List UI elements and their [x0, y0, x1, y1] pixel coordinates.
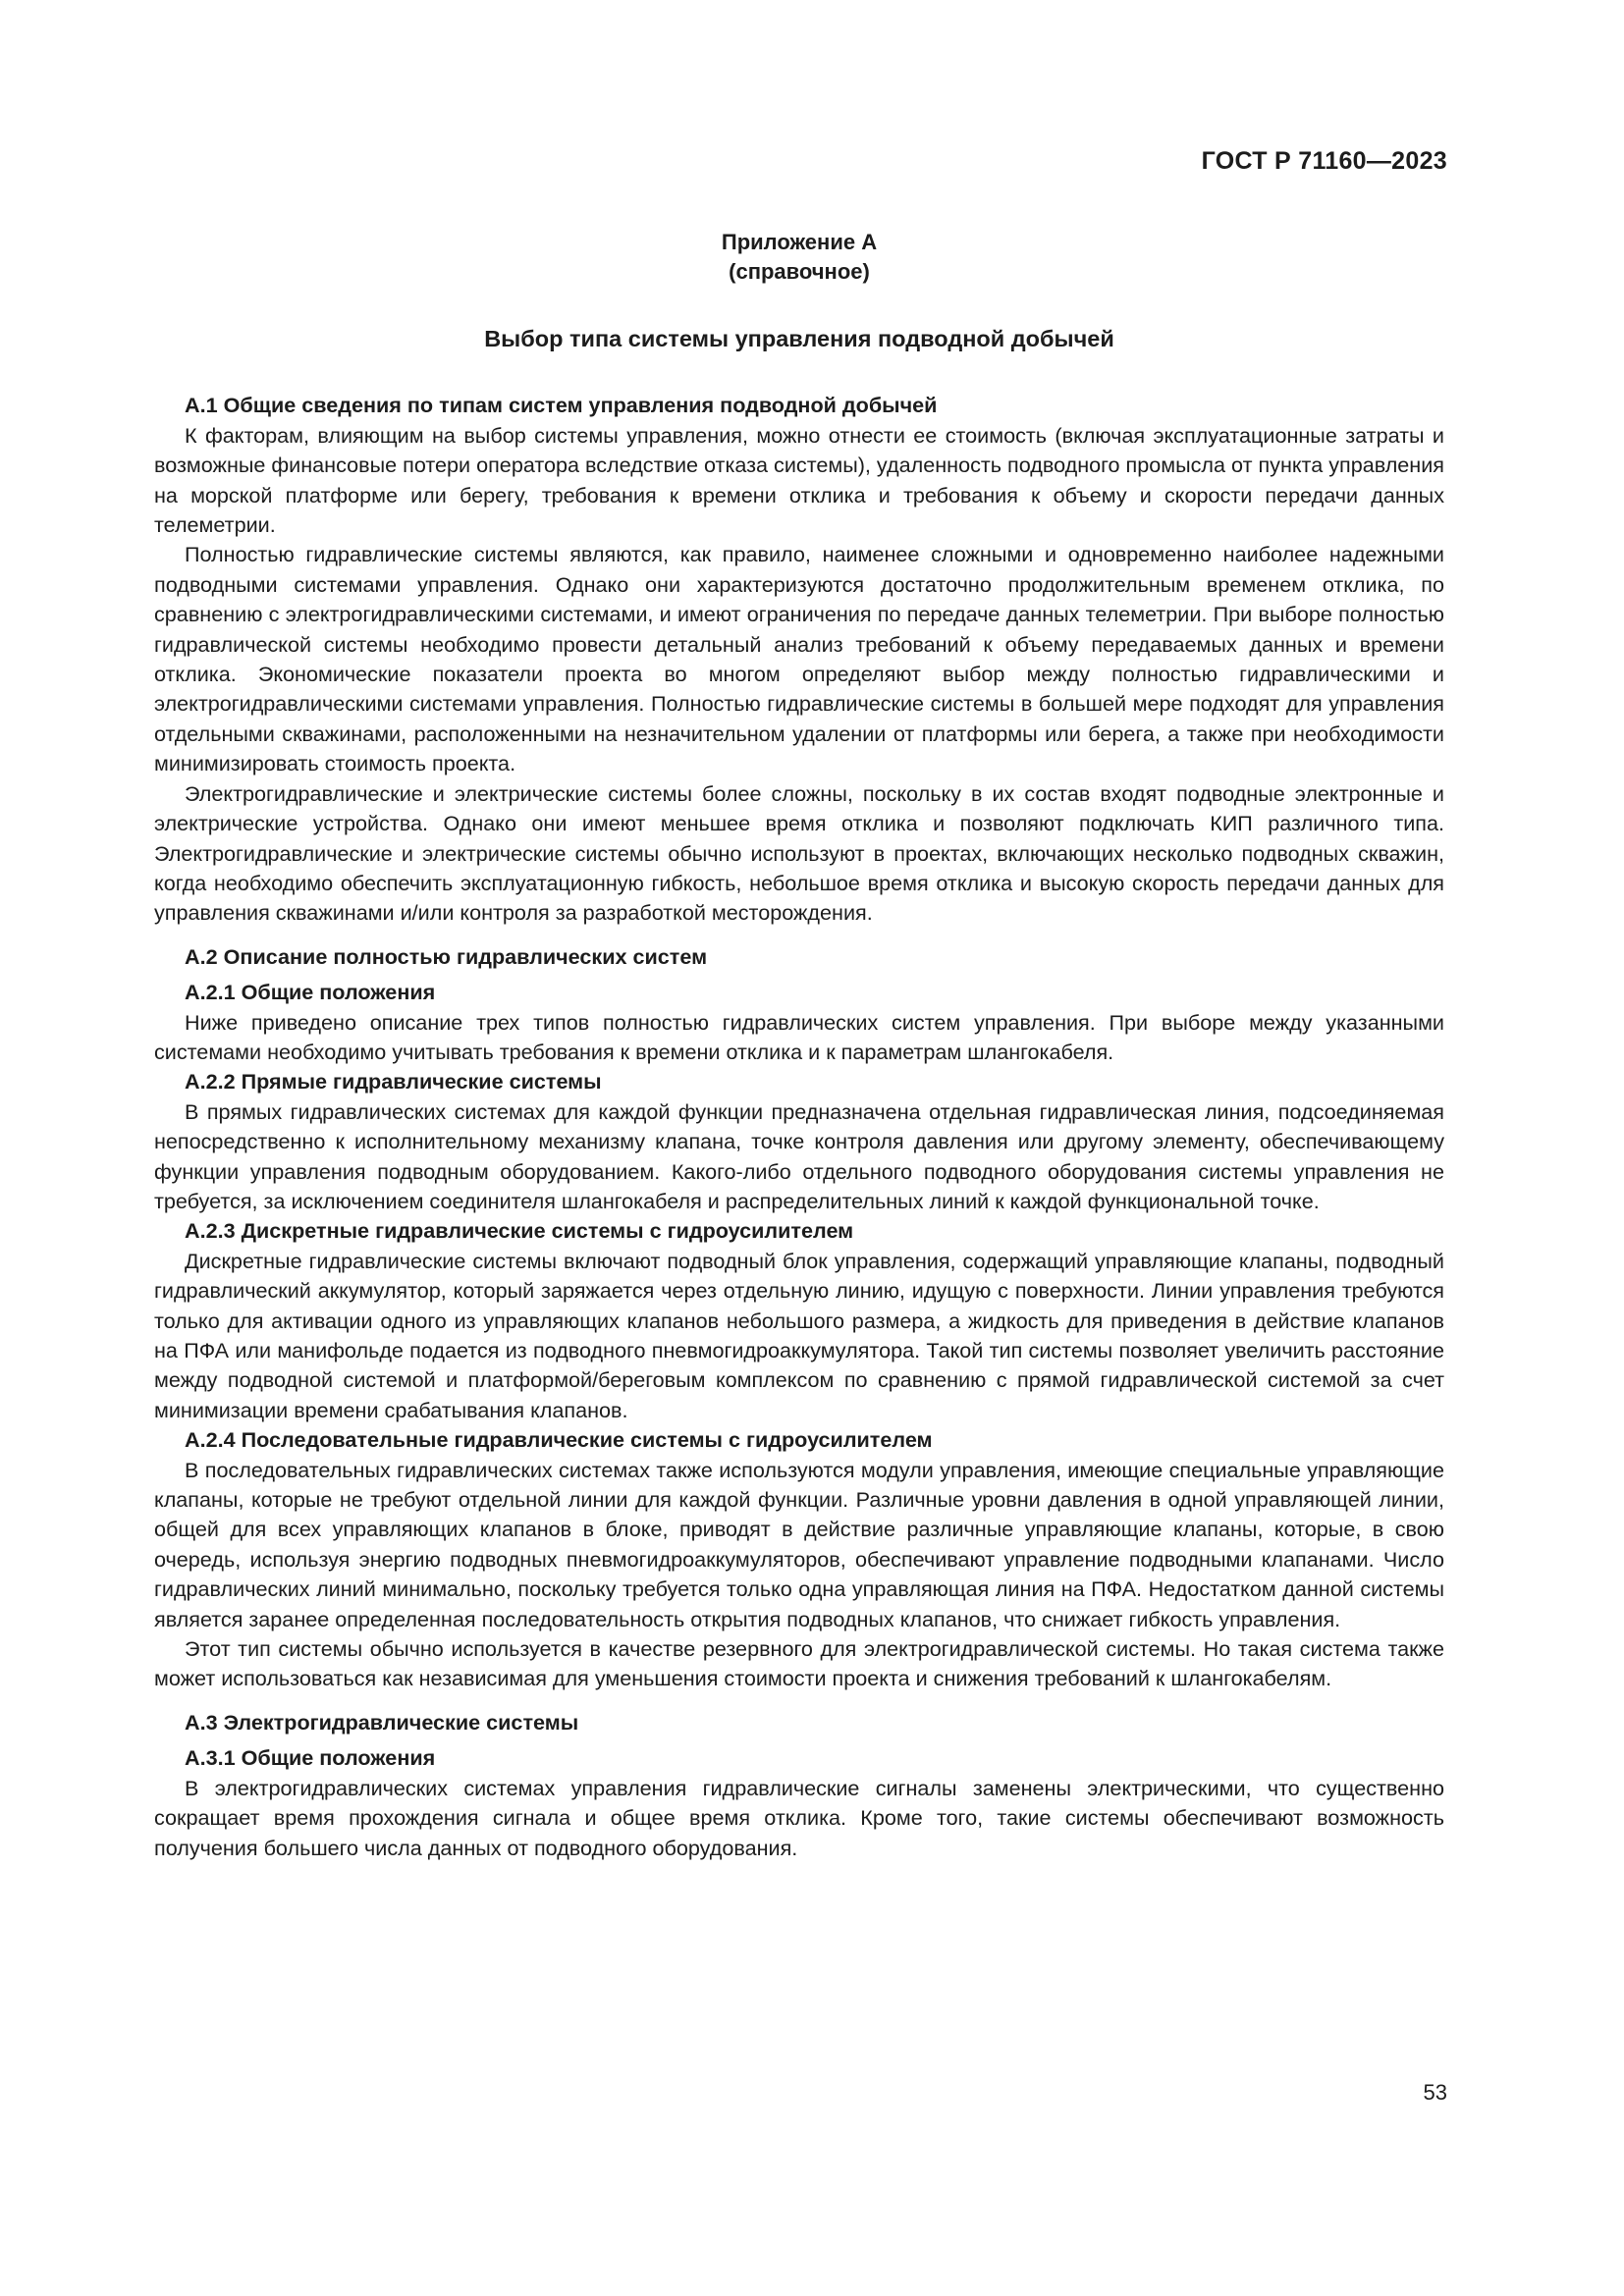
subsection-heading-a22: А.2.2 Прямые гидравлические системы: [185, 1069, 602, 1095]
paragraph-a1-2: Полностью гидравлические системы являются, как правило, наименее сложными и одновременно наиболее надежными подводными системами управления. Однако они характеризуются достаточно продолжительным временем отклика, по сравнению с электрогидравлическими системами, и имеют ограничения по передаче данных телеметрии. При выборе полностью гидравлической системы необходимо провести детальный анализ требований к объему передаваемых данных и времени отклика. Экономические показатели проекта во многом определяют выбор между полностью гидравлическими и электрогидравлическими системами управления. Полностью гидравлические системы в большей мере подходят для управления отдельными скважинами, расположенными на незначительном удалении от платформы или берега, а также при необходимости минимизировать стоимость проекта.: [154, 542, 1444, 776]
section-heading-a2: А.2 Описание полностью гидравлических систем: [185, 943, 708, 969]
subsection-heading-a24: А.2.4 Последовательные гидравлические системы с гидроусилителем: [185, 1427, 933, 1453]
page-number: 53: [1423, 2080, 1447, 2105]
appendix-type: (справочное): [729, 259, 870, 284]
paragraph-a31-1: В электрогидравлических системах управления гидравлические сигналы заменены электрическими, что существенно сокращает время прохождения сигнала и общее время отклика. Кроме того, такие системы обеспечивают возможность получения большего числа данных от подводного оборудования.: [154, 1775, 1444, 1860]
subsection-heading-a21: А.2.1 Общие положения: [185, 980, 436, 1005]
page-content: [154, 228, 1444, 1863]
subsection-heading-a31: А.3.1 Общие положения: [185, 1745, 436, 1771]
section-heading-a1: А.1 Общие сведения по типам систем управления подводной добычей: [185, 393, 938, 418]
document-number: ГОСТ Р 71160—2023: [1201, 147, 1447, 175]
paragraph-a23-1: Дискретные гидравлические системы включают подводный блок управления, содержащий управляющие клапаны, подводный гидравлический аккумулятор, который заряжается через отдельную линию, идущую с поверхности. Линии управления требуются только для активации одного из управляющих клапанов небольшого размера, а жидкость для приведения в действие клапанов на ПФА или манифольде подается из подводного пневмогидроаккумулятора. Такой тип системы позволяет увеличить расстояние между подводной системой и платформой/береговым комплексом по сравнению с прямой гидравлической системой за счет минимизации времени срабатывания клапанов.: [154, 1248, 1444, 1422]
section-heading-a3: А.3 Электрогидравлические системы: [185, 1709, 579, 1735]
paragraph-a21-1: Ниже приведено описание трех типов полностью гидравлических систем управления. При выборе между указанными системами необходимо учитывать требования к времени отклика и к параметрам шлангокабеля.: [154, 1009, 1444, 1064]
paragraph-a1-1: К факторам, влияющим на выбор системы управления, можно отнести ее стоимость (включая эксплуатационные затраты и возможные финансовые потери оператора вследствие отказа системы), удаленность подводного промысла от пункта управления на морской платформе или берегу, требования к времени отклика и требования к объему и скорости передачи данных телеметрии.: [154, 422, 1444, 538]
paragraph-a22-1: В прямых гидравлических системах для каждой функции предназначена отдельная гидравлическая линия, подсоединяемая непосредственно к исполнительному механизму клапана, точке контроля давления или другому элементу, обеспечивающему функции управления подводным оборудованием. Какого-либо отдельного подводного оборудования системы управления не требуется, за исключением соединителя шлангокабеля и распределительных линий к каждой функциональной точке.: [154, 1098, 1444, 1213]
paragraph-a1-3: Электрогидравлические и электрические системы более сложны, поскольку в их состав входят подводные электронные и электрические устройства. Однако они имеют меньшее время отклика и позволяют подключать КИП различного типа. Электрогидравлические и электрические системы обычно используют в проектах, включающих несколько подводных скважин, когда необходимо обеспечить эксплуатационную гибкость, небольшое время отклика и высокую скорость передачи данных для управления скважинами и/или контроля за разработкой месторождения.: [154, 780, 1444, 926]
paragraph-a24-1: В последовательных гидравлических системах также используются модули управления, имеющие специальные управляющие клапаны, которые не требуют отдельной линии для каждой функции. Различные уровни давления в одной управляющей линии, общей для всех управляющих клапанов в блоке, приводят в действие различные управляющие клапаны, которые, в свою очередь, используя энергию подводных пневмогидроаккумуляторов, обеспечивают управление подводными клапанами. Число гидравлических линий минимально, поскольку требуется только одна управляющая линия на ПФА. Недостатком данной системы является заранее определенная последовательность открытия подводных клапанов, что снижает гибкость управления.: [154, 1457, 1444, 1631]
paragraph-a24-2: Этот тип системы обычно используется в качестве резервного для электрогидравлической системы. Но такая система также может использоваться как независимая для уменьшения стоимости проекта и снижения требований к шлангокабелям.: [154, 1636, 1444, 1691]
appendix-title: Выбор типа системы управления подводной добычей: [484, 326, 1114, 351]
subsection-heading-a23: А.2.3 Дискретные гидравлические системы с гидроусилителем: [185, 1218, 854, 1244]
appendix-label: Приложение А: [721, 230, 878, 254]
